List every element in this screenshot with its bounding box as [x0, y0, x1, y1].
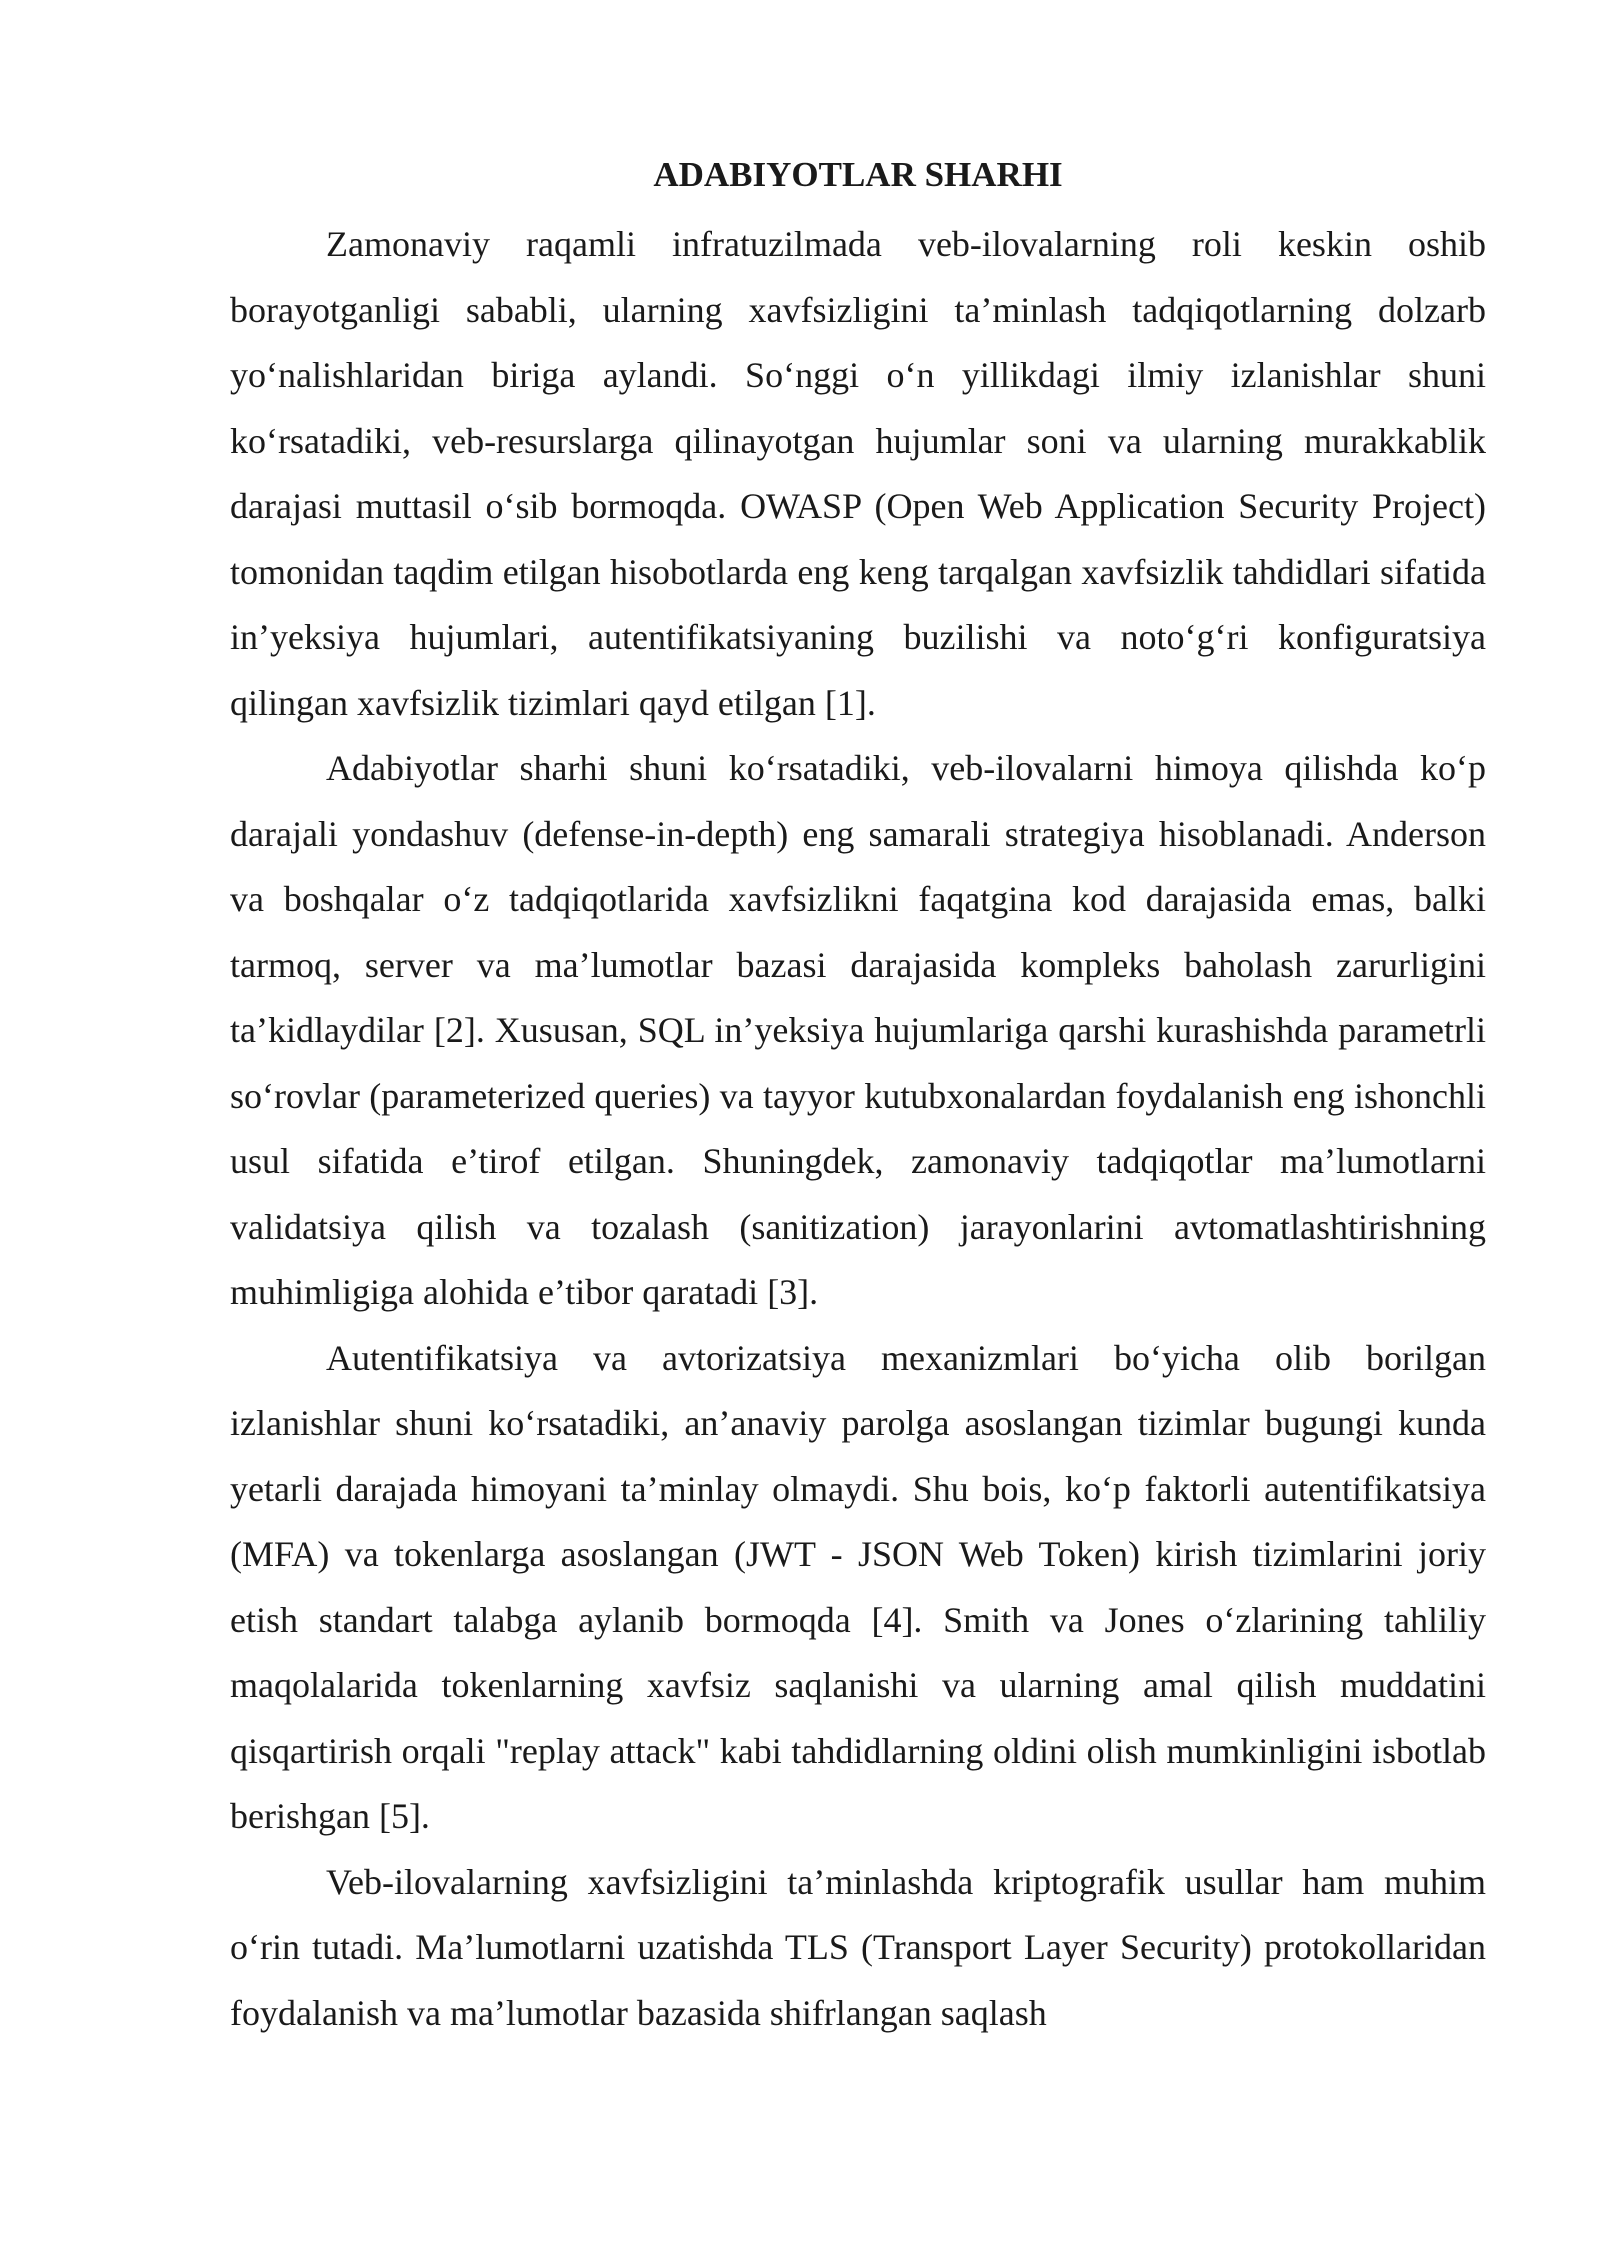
document-body	[230, 150, 1486, 2046]
paragraph-2: Adabiyotlar sharhi shuni ko‘rsatadiki, veb-ilovalarni himoya qilishda ko‘p darajali yondashuv (defense-in-depth) eng samarali strategiya hisoblanadi. Anderson va boshqalar o‘z tadqiqotlarida xavfsizlikni faqatgina kod darajasida emas, balki tarmoq, server va ma’lumotlar bazasi darajasida kompleks baholash zarurligini ta’kidlaydilar [2]. Xususan, SQL in’yeksiya hujumlariga qarshi kurashishda parametrli so‘rovlar (parameterized queries) va tayyor kutubxonalardan foydalanish eng ishonchli usul sifatida e’tirof etilgan. Shuningdek, zamonaviy tadqiqotlar ma’lumotlarni validatsiya qilish va tozalash (sanitization) jarayonlarini avtomatlashtirishning muhimligiga alohida e’tibor qaratadi [3].	[230, 748, 1486, 1312]
paragraph-4: Veb-ilovalarning xavfsizligini ta’minlashda kriptografik usullar ham muhim o‘rin tutadi. Ma’lumotlarni uzatishda TLS (Transport Layer Security) protokollaridan foydalanish va ma’lumotlar bazasida shifrlangan saqlash	[230, 1861, 1486, 2033]
paragraph-1: Zamonaviy raqamli infratuzilmada veb-ilovalarning roli keskin oshib borayotganligi sababli, ularning xavfsizligini ta’minlash tadqiqotlarning dolzarb yo‘nalishlaridan biriga aylandi. So‘nggi o‘n yillikdagi ilmiy izlanishlar shuni ko‘rsatadiki, veb-resurslarga qilinayotgan hujumlar soni va ularning murakkablik darajasi muttasil o‘sib bormoqda. OWASP (Open Web Application Security Project) tomonidan taqdim etilgan hisobotlarda eng keng tarqalgan xavfsizlik tahdidlari sifatida in’yeksiya hujumlari, autentifikatsiyaning buzilishi va noto‘g‘ri konfiguratsiya qilingan xavfsizlik tizimlari qayd etilgan [1].	[230, 224, 1486, 723]
paragraph-3: Autentifikatsiya va avtorizatsiya mexanizmlari bo‘yicha olib borilgan izlanishlar shuni ko‘rsatadiki, an’anaviy parolga asoslangan tizimlar bugungi kunda yetarli darajada himoyani ta’minlay olmaydi. Shu bois, ko‘p faktorli autentifikatsiya (MFA) va tokenlarga asoslangan (JWT - JSON Web Token) kirish tizimlarini joriy etish standart talabga aylanib bormoqda [4]. Smith va Jones o‘zlarining tahliliy maqolalarida tokenlarning xavfsiz saqlanishi va ularning amal qilish muddatini qisqartirish orqali "replay attack" kabi tahdidlarning oldini olish mumkinligini isbotlab berishgan [5].	[230, 1337, 1486, 1836]
section-title: ADABIYOTLAR SHARHI	[653, 155, 1063, 194]
